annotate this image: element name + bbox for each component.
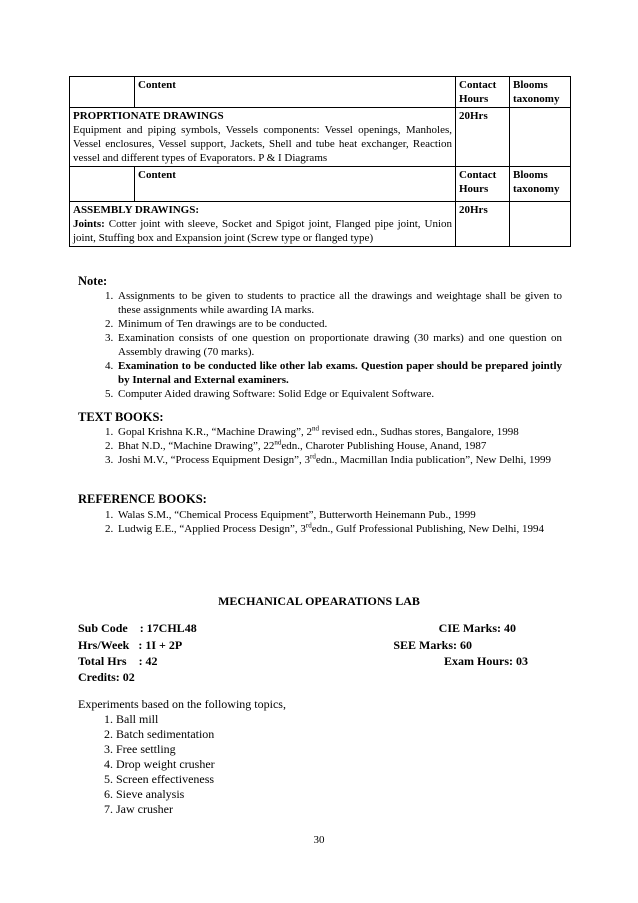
table-header-blank (70, 167, 135, 202)
list-item: 6. Sieve analysis (116, 787, 215, 802)
joints-text: Cotter joint with sleeve, Socket and Spigot joint, Flanged pipe joint, Union joint, Stuffing box and Expansion joint (Screw type or flanged type) (73, 218, 452, 244)
section-text: Equipment and piping symbols, Vessels components: Vessel openings, Manholes, Vessel enclosures, Vessel support, Jackets, Shell and tube heat exchanger, Reaction vessel and different types of Evaporators. P & I Diagrams (73, 124, 452, 164)
table-header-blooms: Blooms taxonomy (510, 167, 571, 202)
list-item: 4. Examination to be conducted like other lab exams. Question paper should be prepared jointly by Internal and External examiners. (116, 359, 562, 387)
table-cell-blooms (510, 108, 571, 167)
table-header-hours: Contact Hours (456, 167, 510, 202)
list-item: 1. Assignments to be given to students to practice all the drawings and weightage shall be given to these assignments while awarding IA marks. (116, 289, 562, 317)
total-hrs: Total Hrs : 42 (78, 654, 158, 668)
list-item: 2. Minimum of Ten drawings are to be conducted. (116, 317, 562, 331)
list-item: 2. Batch sedimentation (116, 727, 215, 742)
table-cell-hours: 20Hrs (456, 202, 510, 247)
section-title: ASSEMBLY DRAWINGS: (73, 204, 200, 216)
table-header-row (70, 77, 571, 108)
section-text (73, 217, 452, 245)
table-header-row (70, 167, 571, 202)
list-item: 2. Ludwig E.E., “Applied Process Design”, 3rdedn., Gulf Professional Publishing, New Delhi, 1994 (116, 522, 562, 536)
table-header-content: Content (135, 167, 456, 202)
experiments-intro: Experiments based on the following topics, (78, 697, 286, 711)
list-item: 4. Drop weight crusher (116, 757, 215, 772)
lab-title: MECHANICAL OPEARATIONS LAB (218, 594, 420, 608)
list-item: 3. Free settling (116, 742, 215, 757)
note-list (78, 289, 562, 401)
note-heading: Note: (78, 274, 108, 288)
list-item: 3. Examination consists of one question on proportionate drawing (30 marks) and one question on Assembly drawing (70 marks). (116, 331, 562, 359)
table-cell-hours: 20Hrs (456, 108, 510, 167)
exam-hours: Exam Hours: 03 (444, 654, 528, 668)
list-item: 1. Walas S.M., “Chemical Process Equipment”, Butterworth Heinemann Pub., 1999 (116, 508, 562, 522)
list-item: 5. Screen effectiveness (116, 772, 215, 787)
list-item: 2. Bhat N.D., “Machine Drawing”, 22ndedn., Charoter Publishing House, Anand, 1987 (116, 439, 562, 453)
sub-code: Sub Code : 17CHL48 (78, 621, 197, 635)
reference-books-list (78, 508, 562, 536)
table-cell-blooms (510, 202, 571, 247)
text-books-list (78, 425, 562, 467)
list-item: 7. Jaw crusher (116, 802, 215, 817)
table-cell-content (70, 108, 456, 167)
table-row (70, 202, 571, 247)
page-number: 30 (313, 834, 325, 846)
list-item: 1. Ball mill (116, 712, 215, 727)
joints-label: Joints: (73, 218, 105, 230)
table-header-content: Content (135, 77, 456, 108)
reference-books-heading: REFERENCE BOOKS: (78, 492, 207, 506)
table-header-blooms: Blooms taxonomy (510, 77, 571, 108)
list-item: 1. Gopal Krishna K.R., “Machine Drawing”, 2nd revised edn., Sudhas stores, Bangalore, 1998 (116, 425, 562, 439)
list-item: 3. Joshi M.V., “Process Equipment Design”, 3rdedn., Macmillan India publication”, New Delhi, 1999 (116, 453, 562, 467)
credits: Credits: 02 (78, 670, 135, 684)
text-books-heading: TEXT BOOKS: (78, 410, 164, 424)
content-table (69, 76, 571, 247)
section-title: PROPRTIONATE DRAWINGS (73, 110, 224, 122)
list-item: 5. Computer Aided drawing Software: Solid Edge or Equivalent Software. (116, 387, 562, 401)
table-row (70, 108, 571, 167)
experiments-list (78, 712, 215, 817)
table-cell-content (70, 202, 456, 247)
hrs-week: Hrs/Week : 1I + 2P (78, 638, 183, 652)
table-header-hours: Contact Hours (456, 77, 510, 108)
table-header-blank (70, 77, 135, 108)
see-marks: SEE Marks: 60 (393, 638, 472, 652)
cie-marks: CIE Marks: 40 (438, 621, 516, 635)
